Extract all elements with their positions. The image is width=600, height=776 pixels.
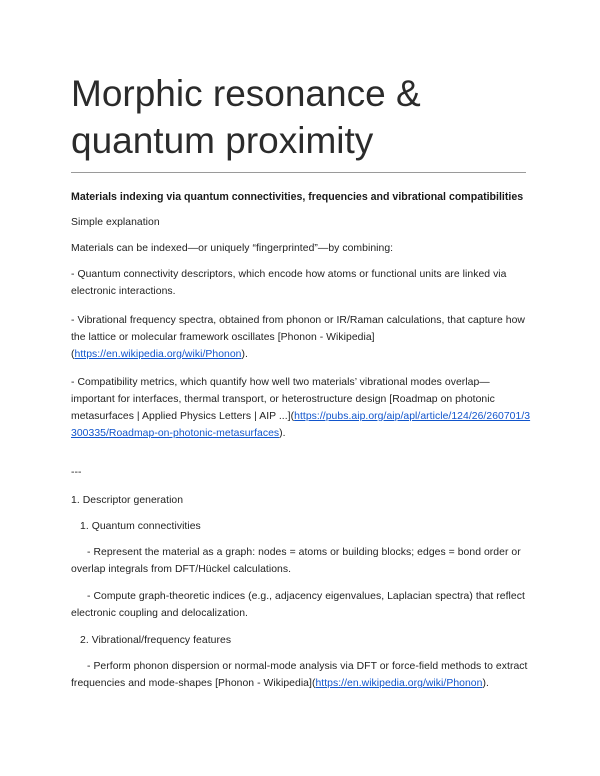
separator-line: --- <box>71 467 82 478</box>
bullet-quantum-connectivity: - Quantum connectivity descriptors, which encode how atoms or functional units are linked via electronic interactions. <box>71 269 507 297</box>
simple-explanation-label: Simple explanation <box>71 217 160 228</box>
subsection-quantum-connectivities: 1. Quantum connectivities <box>80 521 201 532</box>
phonon-dispersion-text: - Perform phonon dispersion or normal-mode analysis via DFT or force-field methods to extract frequencies and mode-shapes [Phonon - Wikipedia]( <box>71 661 528 689</box>
subsection-vibrational-features: 2. Vibrational/frequency features <box>80 635 232 646</box>
intro-paragraph: Materials can be indexed—or uniquely “fingerprinted”—by combining: <box>71 243 394 254</box>
aip-roadmap-link[interactable]: https://pubs.aip.org/aip/apl/article/124/26/260701/3300335/Roadmap-on-photonic-metasurfaces <box>71 411 531 439</box>
bullet-compatibility-metrics <box>71 374 533 442</box>
phonon-dispersion-end: ). <box>482 678 489 689</box>
section-descriptor-generation: 1. Descriptor generation <box>71 495 184 506</box>
bullet-compatibility-text: - Compatibility metrics, which quantify how well two materials’ vibrational modes overlap—important for interfaces, thermal transport, or heterostructure design [Roadmap on photonic metasurfaces | Applied Physics Letters | AIP ...]( <box>71 377 495 422</box>
bullet-vibrational-text: - Vibrational frequency spectra, obtained from phonon or IR/Raman calculations, that capture how the lattice or molecular framework oscillates [Phonon - Wikipedia]( <box>71 315 525 360</box>
bullet-compatibility-end: ). <box>279 428 286 439</box>
phonon-wikipedia-link-2[interactable]: https://en.wikipedia.org/wiki/Phonon <box>315 678 483 689</box>
bullet-vibrational-end: ). <box>241 349 248 360</box>
page-title: Morphic resonance & quantum proximity <box>71 73 421 161</box>
graph-indices-item: - Compute graph-theoretic indices (e.g., adjacency eigenvalues, Laplacian spectra) that reflect electronic coupling and delocalization. <box>71 591 525 619</box>
quantum-graph-item: - Represent the material as a graph: nodes = atoms or building blocks; edges = bond order or overlap integrals from DFT/Hückel calculations. <box>71 547 521 575</box>
bullet-vibrational-spectra <box>71 312 533 363</box>
phonon-dispersion-item <box>71 658 533 692</box>
section-subheading: Materials indexing via quantum connectivities, frequencies and vibrational compatibilities <box>71 191 524 203</box>
phonon-wikipedia-link[interactable]: https://en.wikipedia.org/wiki/Phonon <box>74 349 242 360</box>
title-divider <box>71 172 526 173</box>
